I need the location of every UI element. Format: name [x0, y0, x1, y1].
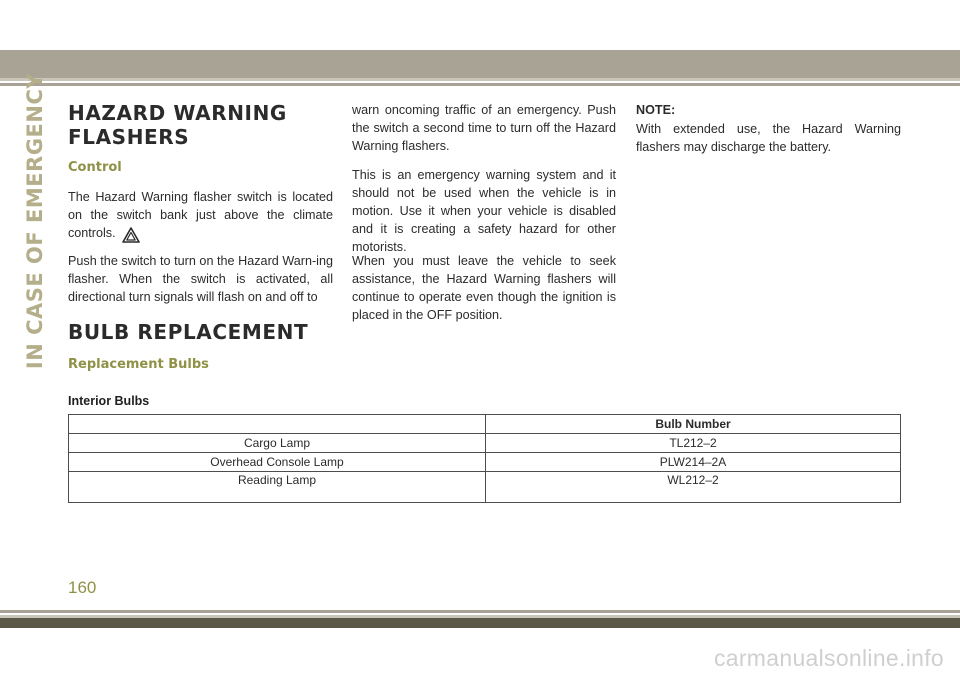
- section-title-bulb-replacement: BULB REPLACEMENT: [68, 320, 309, 344]
- table-header-cell: Bulb Number: [486, 415, 901, 434]
- paragraph-control-text: The Hazard Warning flasher switch is located on the switch bank just above the climate controls.: [68, 190, 333, 240]
- table-cell-bulb-number: WL212–2: [486, 472, 901, 503]
- table-cell-lamp: Reading Lamp: [69, 472, 486, 503]
- paragraph-control: [68, 188, 333, 248]
- table-cell-bulb-number: TL212–2: [486, 434, 901, 453]
- paragraph-push-switch: Push the switch to turn on the Hazard Warn-ing flasher. When the switch is activated, all directional turn signals will flash on and off to: [68, 254, 333, 304]
- section-side-tab: [20, 72, 50, 370]
- table-cell-lamp: Cargo Lamp: [69, 434, 486, 453]
- table-cell-bulb-number: PLW214–2A: [486, 453, 901, 472]
- watermark: carmanualsonline.info: [713, 645, 944, 671]
- bulb-table: [68, 414, 901, 503]
- page-number: 160: [68, 578, 97, 597]
- page-title-line2: FLASHERS: [68, 125, 190, 149]
- header-band: [0, 50, 960, 78]
- table-row: [69, 453, 901, 472]
- hazard-warning-triangle-icon: [122, 227, 140, 248]
- section-side-tab-label: IN CASE OF EMERGENCY: [23, 72, 47, 370]
- table-row: [69, 472, 901, 503]
- footer-stripe: [0, 610, 960, 613]
- subheading-replacement-bulbs: Replacement Bulbs: [68, 357, 209, 372]
- footer-band: [0, 618, 960, 628]
- table-cell-lamp: Overhead Console Lamp: [69, 453, 486, 472]
- table-header-row: [69, 415, 901, 434]
- table-header-cell: [69, 415, 486, 434]
- header-stripe: [0, 78, 960, 81]
- paragraph-leave-vehicle: When you must leave the vehicle to seek assistance, the Hazard Warning flashers will continue to operate even though the ignition is placed in the OFF position.: [352, 254, 616, 322]
- table-title: Interior Bulbs: [68, 394, 150, 408]
- paragraph-emergency-system: This is an emergency warning system and it should not be used when the vehicle is in motion. Use it when your vehicle is disabled and it is creating a safety hazard for other motorists.: [352, 168, 616, 254]
- header-stripe: [0, 83, 960, 86]
- note-text: With extended use, the Hazard Warning flashers may discharge the battery.: [636, 122, 901, 154]
- note-label: NOTE:: [636, 103, 676, 117]
- table-row: [69, 434, 901, 453]
- page-title-line1: HAZARD WARNING: [68, 101, 287, 125]
- paragraph-warn-traffic: warn oncoming traffic of an emergency. Push the switch a second time to turn off the Hazard Warning flashers.: [352, 103, 616, 153]
- subheading-control: Control: [68, 160, 122, 175]
